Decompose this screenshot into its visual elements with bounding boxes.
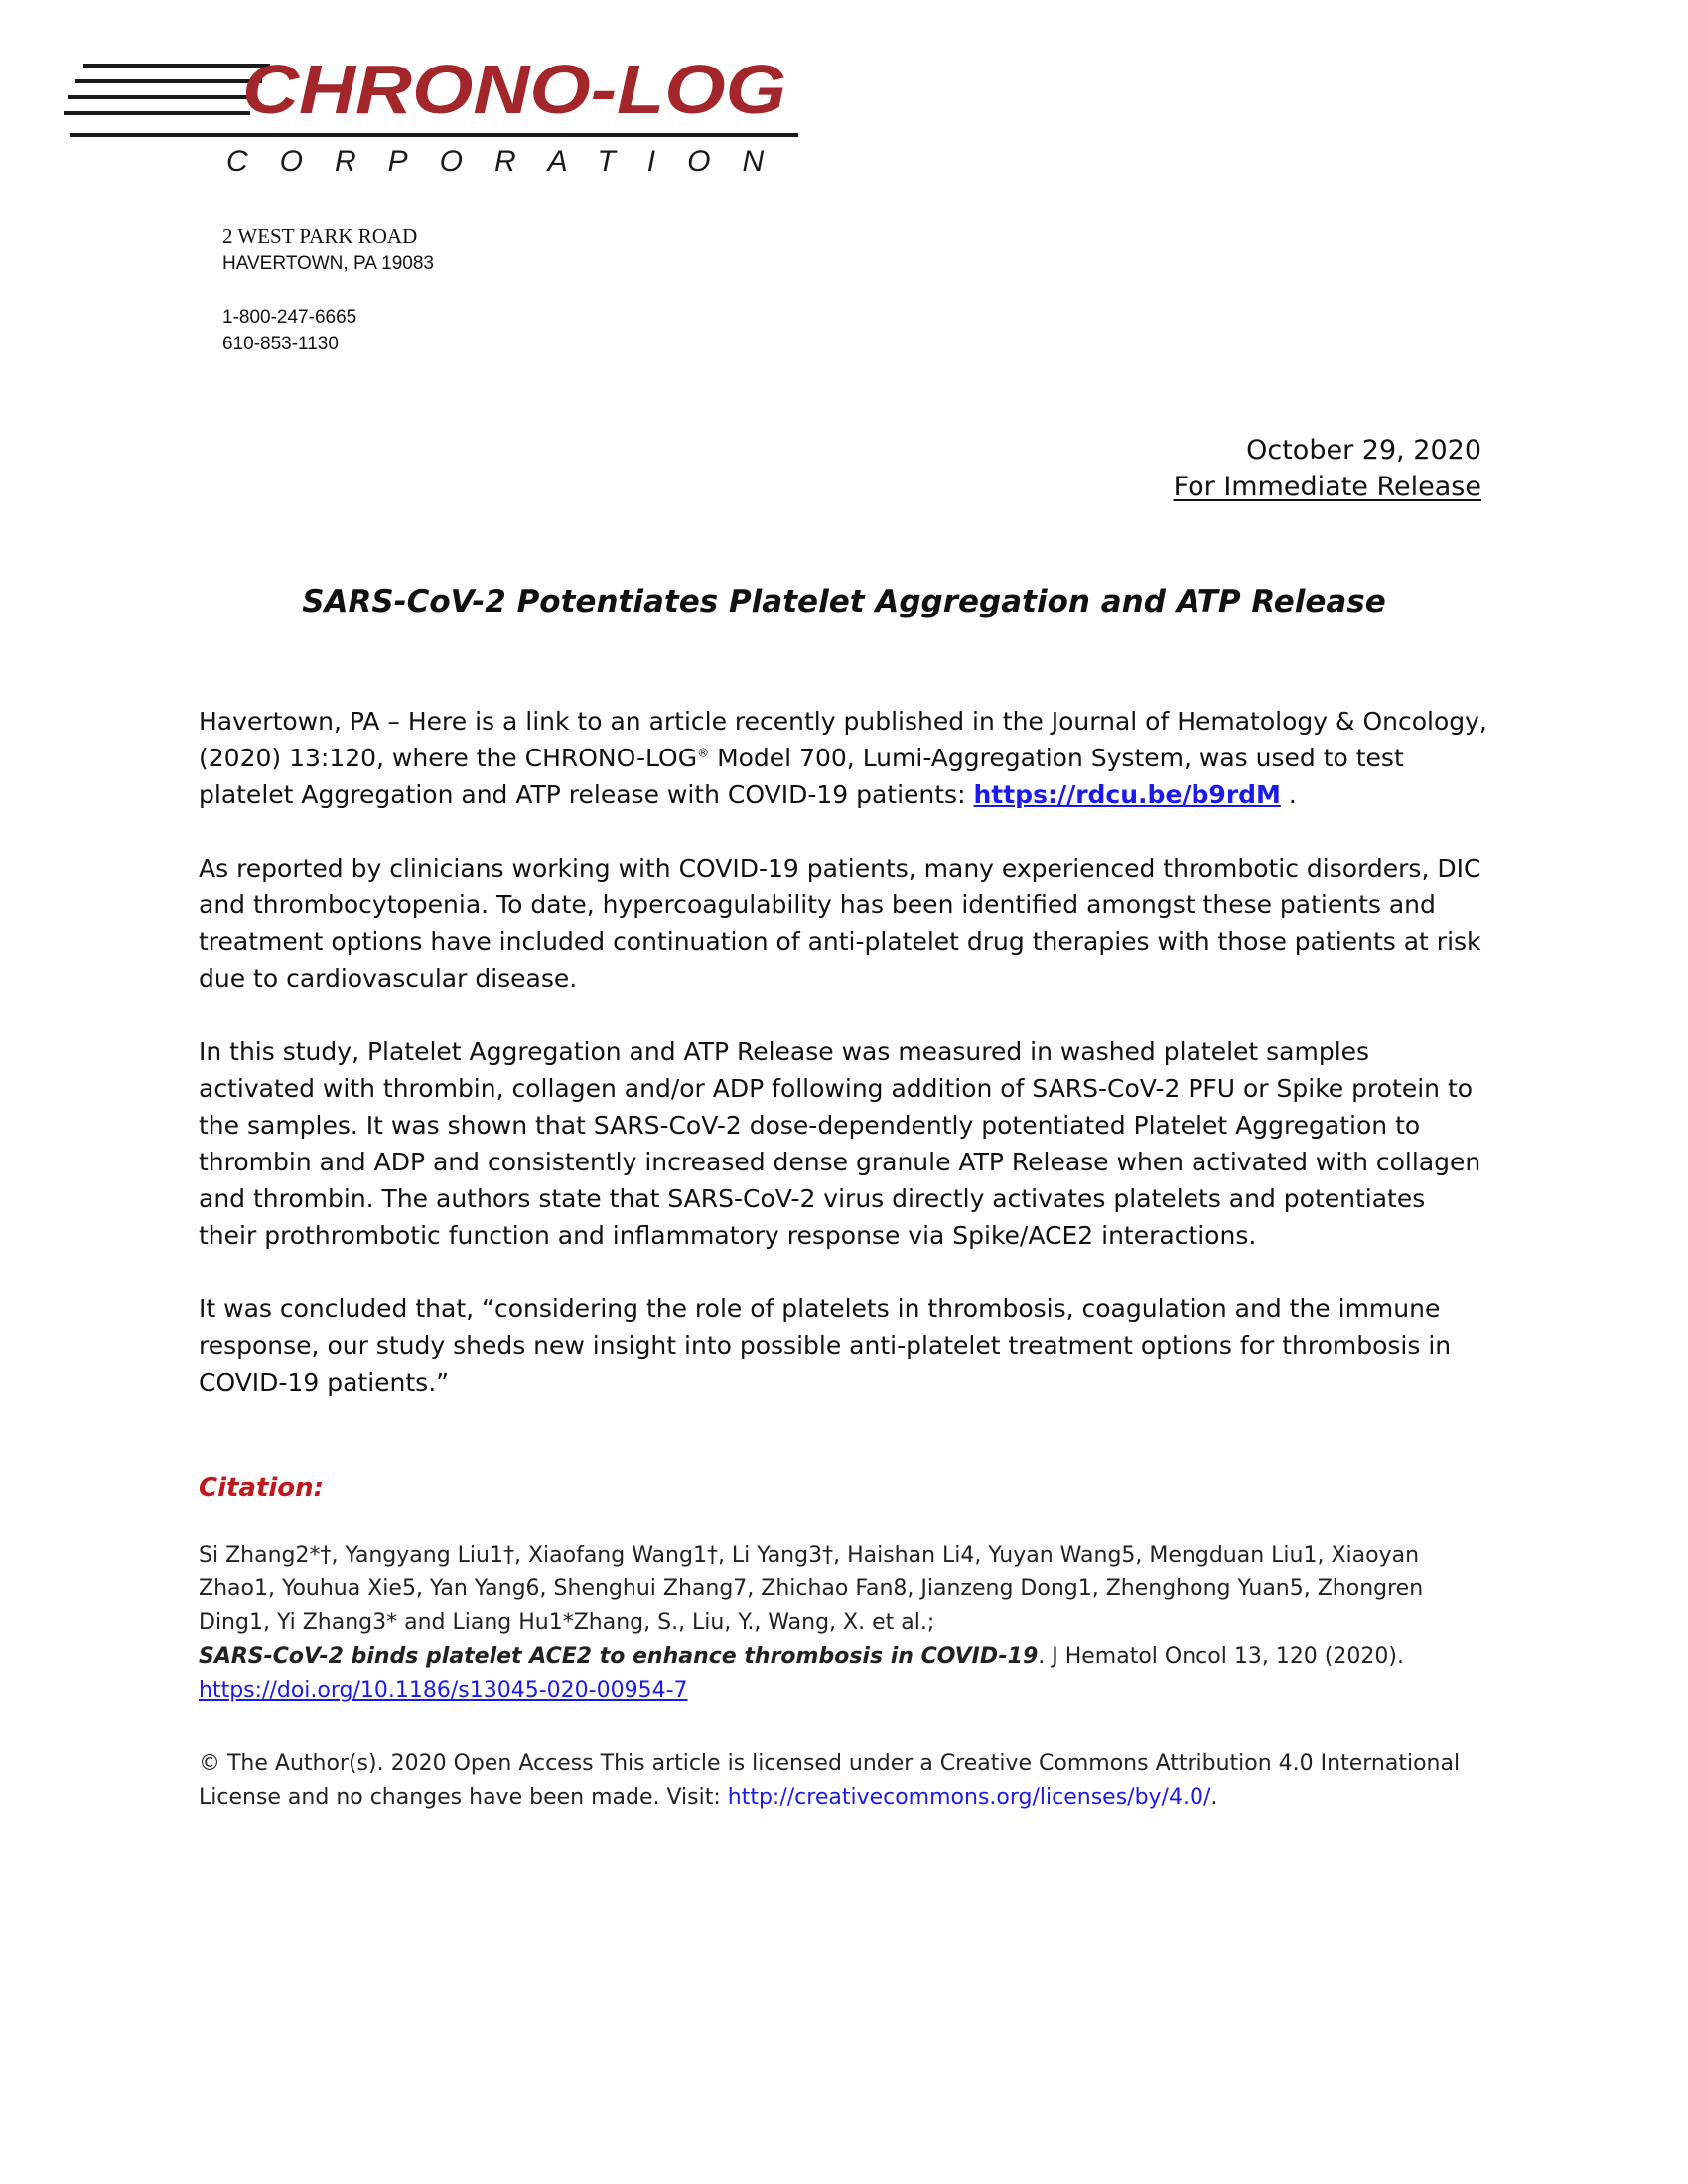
company-logo (64, 48, 802, 197)
doi-link[interactable]: https://doi.org/10.1186/s13045-020-00954-7 (199, 1678, 688, 1703)
document-title: SARS-CoV-2 Potentiates Platelet Aggregation and ATP Release (302, 584, 1386, 619)
paragraph-3: In this study, Platelet Aggregation and ATP Release was measured in washed platelet samples activated with thrombin, collagen and/or ADP following addition of SARS-CoV-2 PFU or Spike protein to the samples. It was shown that SARS-CoV-2 dose-dependently potentiated Platelet Aggregation to thrombin and ADP and consistently increased dense granule ATP Release when activated with collagen and thrombin. The authors state that SARS-CoV-2 virus directly activates platelets and potentiates their prothrombotic function and inflammatory response via Spike/ACE2 interactions. (199, 1037, 1481, 1250)
license-notice (199, 1747, 1499, 1815)
citation-authors: Si Zhang2*†, Yangyang Liu1†, Xiaofang Wang1†, Li Yang3†, Haishan Li4, Yuyan Wang5, Mengduan Liu1, Xiaoyan Zhao1, Youhua Xie5, Yan Yang6, Shenghui Zhang7, Zhichao Fan8, Jianzeng Dong1, Zhenghong Yuan5, Zhongren Ding1, Yi Zhang3* and Liang Hu1*Zhang, S., Liu, Y., Wang, X. et al.; (199, 1543, 1424, 1635)
logo-corporation-text: CORPORATION (226, 145, 796, 178)
license-end: . (1210, 1785, 1218, 1810)
paragraph-1 (199, 703, 1489, 813)
phone-tollfree: 1-800-247-6665 (222, 307, 357, 328)
release-type: For Immediate Release (1173, 472, 1481, 502)
article-link[interactable]: https://rdcu.be/b9rdM (973, 780, 1281, 809)
address-street: 2 WEST PARK ROAD (222, 224, 418, 248)
paragraph-2: As reported by clinicians working with COVID-19 patients, many experienced thrombotic disorders, DIC and thrombocytopenia. To date, hypercoagulability has been identified amongst these patients and treatment options have included continuation of anti-platelet drug therapies with those patients at risk due to cardiovascular disease. (199, 854, 1481, 993)
release-date: October 29, 2020 (1246, 435, 1481, 466)
paragraph-1-end: . (1280, 780, 1297, 809)
citation-block (199, 1539, 1499, 1707)
company-address (222, 223, 434, 357)
citation-heading: Citation: (199, 1473, 325, 1503)
license-text: © The Author(s). 2020 Open Access This article is licensed under a Creative Commons Attribution 4.0 International License and no changes have been made. Visit: (199, 1751, 1461, 1810)
date-block (1174, 432, 1481, 505)
paragraph-1-text-a: Havertown, PA – Here is a link to an article recently published in the Journal of Hematology & Oncology, (2020) 13:120, where the CHRONO-LOG (199, 707, 1487, 772)
logo-brand-text: CHRONO-LOG (242, 51, 786, 128)
paragraph-1-text-b: Model 700, Lumi-Aggregation System, was used to test platelet Aggregation and ATP release with COVID-19 patients: (199, 744, 1404, 809)
citation-article-title: SARS-CoV-2 binds platelet ACE2 to enhance thrombosis in COVID-19 (199, 1644, 1039, 1669)
phone-local: 610-853-1130 (222, 334, 339, 354)
press-release-body (199, 703, 1489, 1437)
paragraph-4: It was concluded that, “considering the role of platelets in thrombosis, coagulation and the immune response, our study sheds new insight into possible anti-platelet treatment options for thrombosis in COVID-19 patients.” (199, 1295, 1452, 1397)
registered-mark: ® (697, 746, 710, 760)
address-city: HAVERTOWN, PA 19083 (222, 253, 434, 274)
citation-journal: . J Hematol Oncol 13, 120 (2020). (1038, 1644, 1404, 1669)
license-link[interactable]: http://creativecommons.org/licenses/by/4.0/ (727, 1785, 1211, 1810)
